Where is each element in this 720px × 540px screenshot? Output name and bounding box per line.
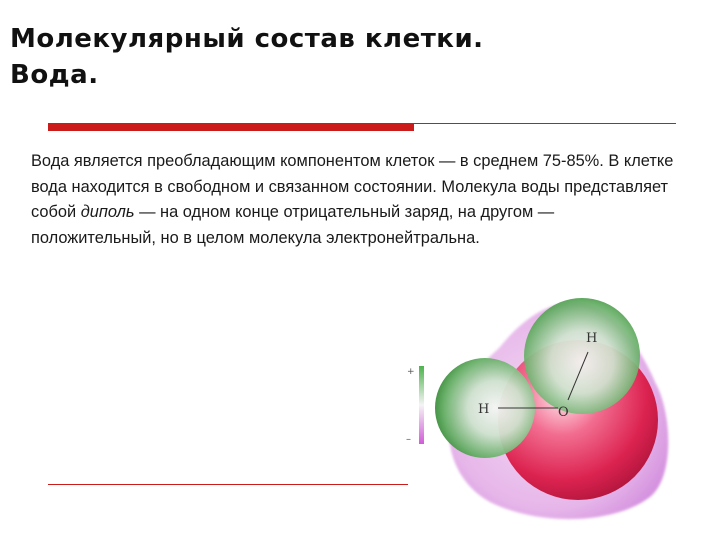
scale-minus-sign: – xyxy=(406,434,411,445)
title-underline-thin xyxy=(414,123,676,124)
atom-label-h-top: H xyxy=(586,331,598,346)
title-line-1: Молекулярный состав клетки. xyxy=(10,24,484,55)
atom-label-o: O xyxy=(558,405,569,420)
title-line-2: Вода. xyxy=(10,60,99,91)
body-text-start: Вода является преобладающим компонентом клеток — в среднем 75-85%. В клетке вода находится в свободном и связанном состоянии. Молекула воды представляет собой xyxy=(31,152,674,221)
body-emphasis-dipole: диполь xyxy=(80,203,135,221)
title-underline-thick xyxy=(48,123,414,131)
charge-scale xyxy=(406,366,424,445)
body-paragraph xyxy=(31,149,681,251)
body-text-end: — на одном конце отрицательный заряд, на другом — положительный, но в целом молекула электронейтральна. xyxy=(31,203,555,247)
charge-scale-bar xyxy=(419,366,424,444)
slide-title xyxy=(10,21,690,93)
scale-plus-sign: + xyxy=(407,367,415,377)
water-molecule-illustration xyxy=(400,292,680,527)
atom-label-h-left: H xyxy=(478,402,490,417)
bottom-rule xyxy=(48,484,408,485)
water-molecule-figure xyxy=(400,292,680,527)
hydrogen-atom-top xyxy=(524,298,640,414)
